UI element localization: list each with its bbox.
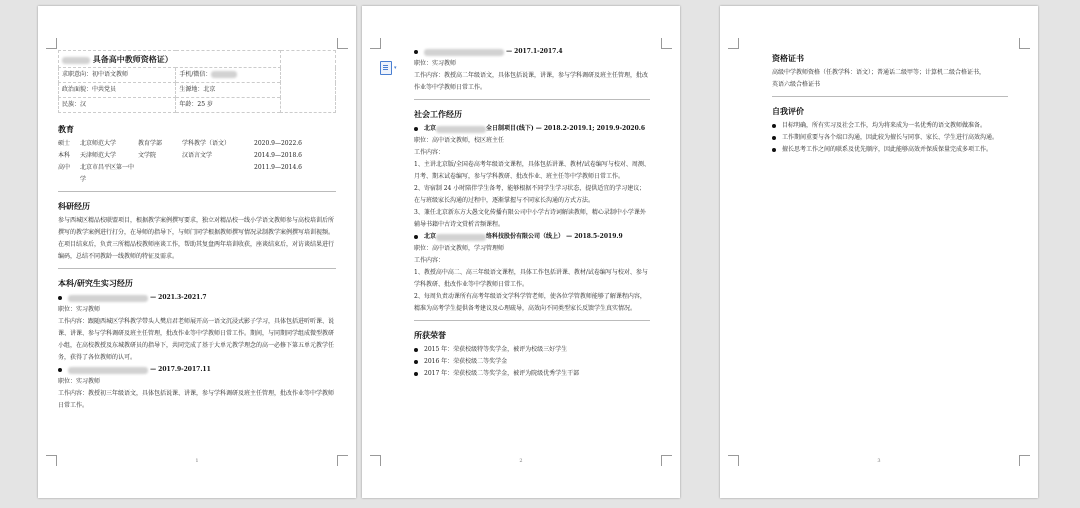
education-heading: 教育 <box>58 124 74 134</box>
self-eval-heading: 自我评价 <box>772 106 804 116</box>
bullet-icon <box>414 372 418 376</box>
origin: 生源地：北京 <box>176 83 281 98</box>
internship-content: 工作内容：跟随西城区学科教学带头人樊启君老师展开高一语文沉浸式影子学习，具体包括进听听课、说课、讲课、参与学科调研及班主任管理，批改作业等中学教师日常工作。期间，与同期同学组成微型教研小组，在高校教授及东城教研员的指导下，共同完成了基于大单元教学理念的高一必修下第五单元教学任务，获得了各位教师的认可。 <box>58 318 335 361</box>
self-eval-text: 擅长思考工作之间的联系及优先顺序，因此能够高效并保质保量完成多项工作。 <box>782 146 993 153</box>
crop-mark-top-right <box>661 38 672 49</box>
top-item-header <box>414 46 650 58</box>
document-icon[interactable] <box>380 61 392 75</box>
divider <box>58 191 336 192</box>
education-row <box>58 162 336 186</box>
social-item-1-header <box>414 123 650 135</box>
social-point: 2、每周负责动课所有高考年级语文学科学管老师，使各位学管教师能够了解课程内容，精准为高考学生提供备考建议及心理疏导，高效向不同类型家长反馈学生真实情况。 <box>414 293 646 312</box>
phone-cell <box>176 68 281 83</box>
top-item-role[interactable]: 职位：实习教师 <box>414 60 457 67</box>
crop-mark-top-left <box>46 38 57 49</box>
page-2-content <box>414 46 650 380</box>
personal-info-table <box>58 50 336 113</box>
social-period: — 2018.5-2019.9 <box>566 233 623 240</box>
top-item-content: 工作内容：教授高二年级语文，具体包括说课，讲课，参与学科调研及班主任管理，批改作业等中学教师日常工作。 <box>414 72 649 91</box>
education-major: 汉语言文学 <box>182 152 213 159</box>
internship-item-2-header <box>58 364 336 376</box>
cert-line: 高级中学教师资格（任教学科：语文）；普通话二级甲等；计算机二级合格证书， <box>772 69 986 76</box>
honor-text: 2016 年：荣获校级二等奖学金 <box>424 358 508 365</box>
education-period: 2011.9—2014.6 <box>254 164 302 171</box>
org-prefix: 北京 <box>424 125 437 132</box>
internship-heading: 本科/研究生实习经历 <box>58 278 133 288</box>
education-period: 2020.9—2022.6 <box>254 140 302 147</box>
divider <box>414 99 650 100</box>
internship-item-1-header <box>58 292 336 304</box>
education-row <box>58 138 336 150</box>
social-item-2-header <box>414 231 650 243</box>
bullet-icon <box>58 368 62 372</box>
list-item <box>414 344 650 356</box>
bullet-icon <box>772 124 776 128</box>
ethnicity: 民族：汉 <box>59 98 176 113</box>
education-school: 北京师范大学 <box>80 140 117 147</box>
social-content-label: 工作内容： <box>414 257 445 264</box>
education-degree: 高中 <box>58 164 71 171</box>
redacted-phone <box>211 71 237 78</box>
education-college: 教育学部 <box>138 140 163 147</box>
education-major <box>182 162 254 186</box>
education-list <box>58 138 336 186</box>
social-role: 职位：高中语文教师，学习管理师 <box>414 245 505 252</box>
self-eval-list <box>772 120 1008 156</box>
redacted-org <box>424 49 504 56</box>
social-role: 职位：高中语文教师，校区班主任 <box>414 137 505 144</box>
divider <box>58 268 336 269</box>
cert-line: 英语六级合格证书 <box>772 81 821 88</box>
page-1-content <box>58 46 336 412</box>
redacted-org <box>436 126 486 133</box>
bullet-icon <box>414 50 418 54</box>
honor-text: 2015 年：荣获校级特等奖学金，被评为校级三好学生 <box>424 346 568 353</box>
page-3-content <box>772 52 1008 156</box>
honors-list <box>414 344 650 380</box>
education-major: 学科教学（语文） <box>182 140 231 147</box>
crop-mark-top-right <box>1019 38 1030 49</box>
self-eval-text: 工作期间重要与各个端口沟通，因此较为擅长与同事、家长、学生进行高效沟通。 <box>782 134 999 141</box>
education-college: 文学院 <box>138 152 157 159</box>
job-intention: 求职意向：初中语文教师 <box>59 68 176 83</box>
education-school: 天津师范大学 <box>80 152 117 159</box>
research-text: 参与西城区精品校联盟项目，根据教学案例撰写要求，独立对精品校一线小学语文教师参与高校培训后所撰写的教学案例进行打分，在导师的指导下，与师门同学根据教师撰写情况录制教学案例撰写培训视频。在项目结束后，负责三所精品校教师座谈工作，帮助其复盘两年培训收获，座谈结束后，对访谈结果进行编码，总结不同教龄一线教师的特征及需求。 <box>58 217 335 260</box>
list-item <box>772 132 1008 144</box>
certs-heading: 资格证书 <box>772 53 804 63</box>
redacted-org <box>436 234 486 241</box>
list-item <box>414 368 650 380</box>
education-row <box>58 150 336 162</box>
social-point: 1、教授高中高二、高三年级语文课程，具体工作包括讲课、教材/试卷编写与校对、参与学科教研、批改作业等中学教师日常工作。 <box>414 269 648 288</box>
document-page-3 <box>720 6 1038 498</box>
age: 年龄：25 岁 <box>176 98 281 113</box>
org-prefix: 北京 <box>424 233 437 240</box>
divider <box>414 320 650 321</box>
page-number: 2 <box>519 458 523 464</box>
divider <box>772 96 1008 97</box>
self-eval-text: 目标明确，所有实习及社会工作，均为将来成为一名优秀的语文教师做准备。 <box>782 122 987 129</box>
social-point: 3、兼任北京新东方大愚文化传播有限公司中小学古诗词解读教师，精心录制中小学课外辅导书籍中古诗文赏析音频课程。 <box>414 209 646 228</box>
page-number: 3 <box>877 458 881 464</box>
crop-mark-top-right <box>337 38 348 49</box>
social-point: 1、主讲北京版/全国卷高考年级语文课程，具体包括讲课、教材/试卷编写与校对、周测、月考、期末试卷编写，参与学科教研、批改作业、班主任等中学教师日常工作。 <box>414 161 650 180</box>
redacted-org <box>68 367 148 374</box>
education-period: 2014.9—2018.6 <box>254 152 302 159</box>
internship-role: 职位：实习教师 <box>58 378 101 385</box>
social-point: 2、寄宿制 24 小时陪伴学生备考，能够根据不同学生学习状态，提供适宜的学习建议；在与班级家长沟通的过程中，逐渐掌握与不同家长沟通的方式方法。 <box>414 185 646 204</box>
redacted-org <box>68 295 148 302</box>
list-item <box>414 356 650 368</box>
honor-text: 2017 年：荣获校级二等奖学金，被评为院级优秀学生干部 <box>424 370 580 377</box>
social-content-label: 工作内容： <box>414 149 445 156</box>
internship-role: 职位：实习教师 <box>58 306 101 313</box>
resume-title-text: 具备高中教师资格证） <box>92 54 173 64</box>
redacted-name <box>62 57 90 64</box>
caret-down-icon[interactable]: ▾ <box>394 65 397 71</box>
list-item <box>772 144 1008 156</box>
crop-mark-top-left <box>370 38 381 49</box>
list-item <box>772 120 1008 132</box>
education-degree: 本科 <box>58 152 71 159</box>
resume-title <box>59 51 281 68</box>
bullet-icon <box>414 127 418 131</box>
document-page-1 <box>38 6 356 498</box>
photo-cell <box>281 51 336 113</box>
research-heading: 科研经历 <box>58 201 90 211</box>
bullet-icon <box>772 148 776 152</box>
education-degree: 硕士 <box>58 140 71 147</box>
document-page-2 <box>362 6 680 498</box>
internship-period: — 2017.9-2017.11 <box>150 366 211 373</box>
bullet-icon <box>414 348 418 352</box>
social-period: — 2018.2-2019.1; 2019.9-2020.6 <box>535 125 646 132</box>
phone-label: 手机/微信： <box>179 71 212 78</box>
bullet-icon <box>772 136 776 140</box>
bullet-icon <box>414 360 418 364</box>
bullet-icon <box>58 296 62 300</box>
crop-mark-top-left <box>728 38 739 49</box>
org-suffix: 络科技股份有限公司（线上） <box>486 233 565 240</box>
top-item-period: — 2017.1-2017.4 <box>506 48 563 55</box>
political-status: 政治面貌：中共党员 <box>59 83 176 98</box>
bullet-icon <box>414 235 418 239</box>
internship-content: 工作内容：教授初三年级语文，具体包括说课、讲课，参与学科调研及班主任管理，批改作业等中学教师日常工作。 <box>58 390 335 409</box>
internship-period: — 2021.3-2021.7 <box>150 294 207 301</box>
org-suffix: 全日制项目(线下) <box>486 125 534 132</box>
social-heading: 社会工作经历 <box>414 109 462 119</box>
education-school: 北京市昌平区第一中学 <box>80 164 135 183</box>
education-college <box>138 162 182 186</box>
page-number: 1 <box>195 458 199 464</box>
honors-heading: 所获荣誉 <box>414 330 446 340</box>
